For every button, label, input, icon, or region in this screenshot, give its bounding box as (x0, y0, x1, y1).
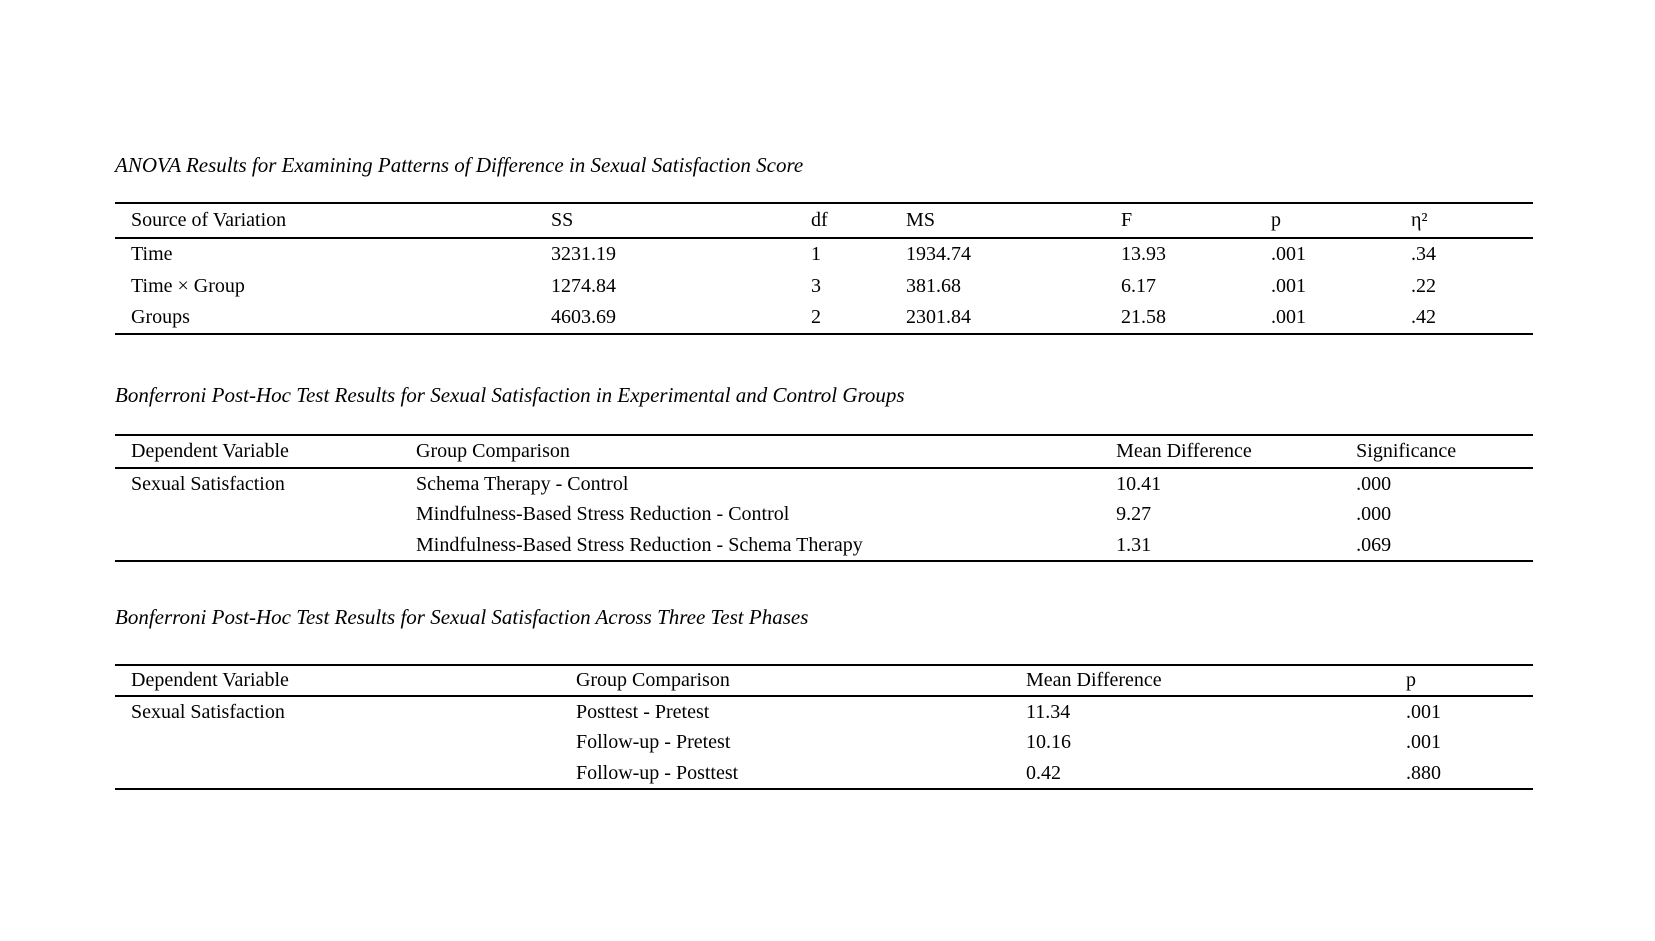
table-cell: .001 (1271, 274, 1307, 297)
table-cell: 2 (811, 306, 822, 328)
column-header-f: F (1121, 209, 1133, 231)
column-header-group-comparison: Group Comparison (575, 669, 730, 691)
posthoc-phases-header-row (115, 665, 1533, 696)
column-header-mean-difference: Mean Difference (1116, 440, 1252, 462)
table-cell: Groups (131, 306, 190, 328)
column-header-ms: MS (906, 209, 935, 231)
table-cell: Follow-up - Posttest (575, 761, 739, 784)
table-row-groups (115, 302, 1533, 334)
table-cell (115, 530, 400, 561)
posthoc-groups-table-title: Bonferroni Post-Hoc Test Results for Sexual Satisfaction in Experimental and Control Groups (115, 383, 905, 407)
table-cell: 381.68 (906, 274, 962, 297)
table-row-mbsr-control (115, 499, 1533, 530)
column-header-source: Source of Variation (131, 209, 287, 231)
anova-table (115, 202, 1533, 335)
table-cell: .001 (1271, 243, 1307, 265)
anova-section (115, 150, 1533, 335)
table-cell: 3 (811, 274, 822, 297)
table-cell: Mindfulness-Based Stress Reduction - Control (416, 503, 790, 525)
table-cell: .000 (1356, 472, 1392, 495)
table-cell: 1274.84 (551, 274, 616, 297)
table-row-time (115, 238, 1533, 270)
posthoc-groups-table (115, 434, 1533, 562)
posthoc-groups-header-row (115, 435, 1533, 468)
table-cell: 10.16 (1026, 731, 1072, 753)
table-cell: 4603.69 (551, 306, 616, 328)
table-row-mbsr-schema (115, 530, 1533, 561)
column-header-group-comparison: Group Comparison (416, 440, 570, 462)
table-cell: Time (131, 243, 173, 265)
table-cell: Sexual Satisfaction (131, 472, 285, 495)
table-cell: 10.41 (1116, 472, 1162, 495)
column-header-p: p (1406, 669, 1417, 691)
table-cell: 11.34 (1026, 700, 1071, 723)
column-header-df: df (811, 209, 828, 231)
table-cell: .880 (1406, 761, 1442, 784)
column-header-eta-squared: η² (1410, 209, 1428, 231)
posthoc-phases-table-title: Bonferroni Post-Hoc Test Results for Sexual Satisfaction Across Three Test Phases (115, 605, 809, 629)
table-cell: .001 (1406, 700, 1442, 723)
column-header-significance: Significance (1356, 440, 1457, 462)
table-cell: 1934.74 (906, 243, 972, 265)
table-row-posttest-pretest (115, 696, 1533, 727)
column-header-mean-difference: Mean Difference (1026, 669, 1162, 691)
table-row-followup-posttest (115, 758, 1533, 789)
table-row-schema-control (115, 468, 1533, 499)
table-cell (115, 727, 560, 758)
table-cell: .42 (1410, 306, 1436, 328)
table-cell: Mindfulness-Based Stress Reduction - Schema Therapy (416, 533, 863, 556)
table-cell: 0.42 (1026, 761, 1062, 784)
table-cell: Time × Group (131, 274, 245, 297)
posthoc-phases-section (115, 602, 1533, 790)
document-page (115, 0, 1533, 790)
table-cell: 2301.84 (906, 306, 972, 328)
column-header-p: p (1271, 209, 1282, 231)
table-row-followup-pretest (115, 727, 1533, 758)
table-cell (115, 499, 400, 530)
table-cell: .22 (1410, 274, 1436, 297)
column-header-dependent-variable: Dependent Variable (131, 440, 289, 462)
anova-table-title: ANOVA Results for Examining Patterns of Difference in Sexual Satisfaction Score (115, 153, 804, 177)
table-cell: .069 (1356, 533, 1392, 556)
anova-header-row (115, 203, 1533, 238)
table-cell: 3231.19 (551, 243, 616, 265)
table-cell: 6.17 (1121, 274, 1157, 297)
table-cell: 1.31 (1116, 533, 1152, 556)
table-cell (115, 758, 560, 789)
table-cell: 13.93 (1121, 243, 1167, 265)
column-header-ss: SS (551, 209, 574, 231)
table-cell: Follow-up - Pretest (575, 731, 731, 753)
table-cell: Sexual Satisfaction (131, 700, 285, 723)
table-cell: 9.27 (1116, 503, 1152, 525)
table-cell: 1 (811, 243, 822, 265)
table-cell: Schema Therapy - Control (416, 472, 629, 495)
table-cell: 21.58 (1121, 306, 1167, 328)
posthoc-groups-section (115, 380, 1533, 562)
table-cell: .001 (1406, 731, 1442, 753)
posthoc-phases-table (115, 664, 1533, 790)
table-row-time-group (115, 270, 1533, 302)
table-cell: .001 (1271, 306, 1307, 328)
table-cell: Posttest - Pretest (575, 700, 710, 723)
column-header-dependent-variable: Dependent Variable (131, 669, 289, 691)
table-cell: .34 (1410, 243, 1436, 265)
table-cell: .000 (1356, 503, 1392, 525)
